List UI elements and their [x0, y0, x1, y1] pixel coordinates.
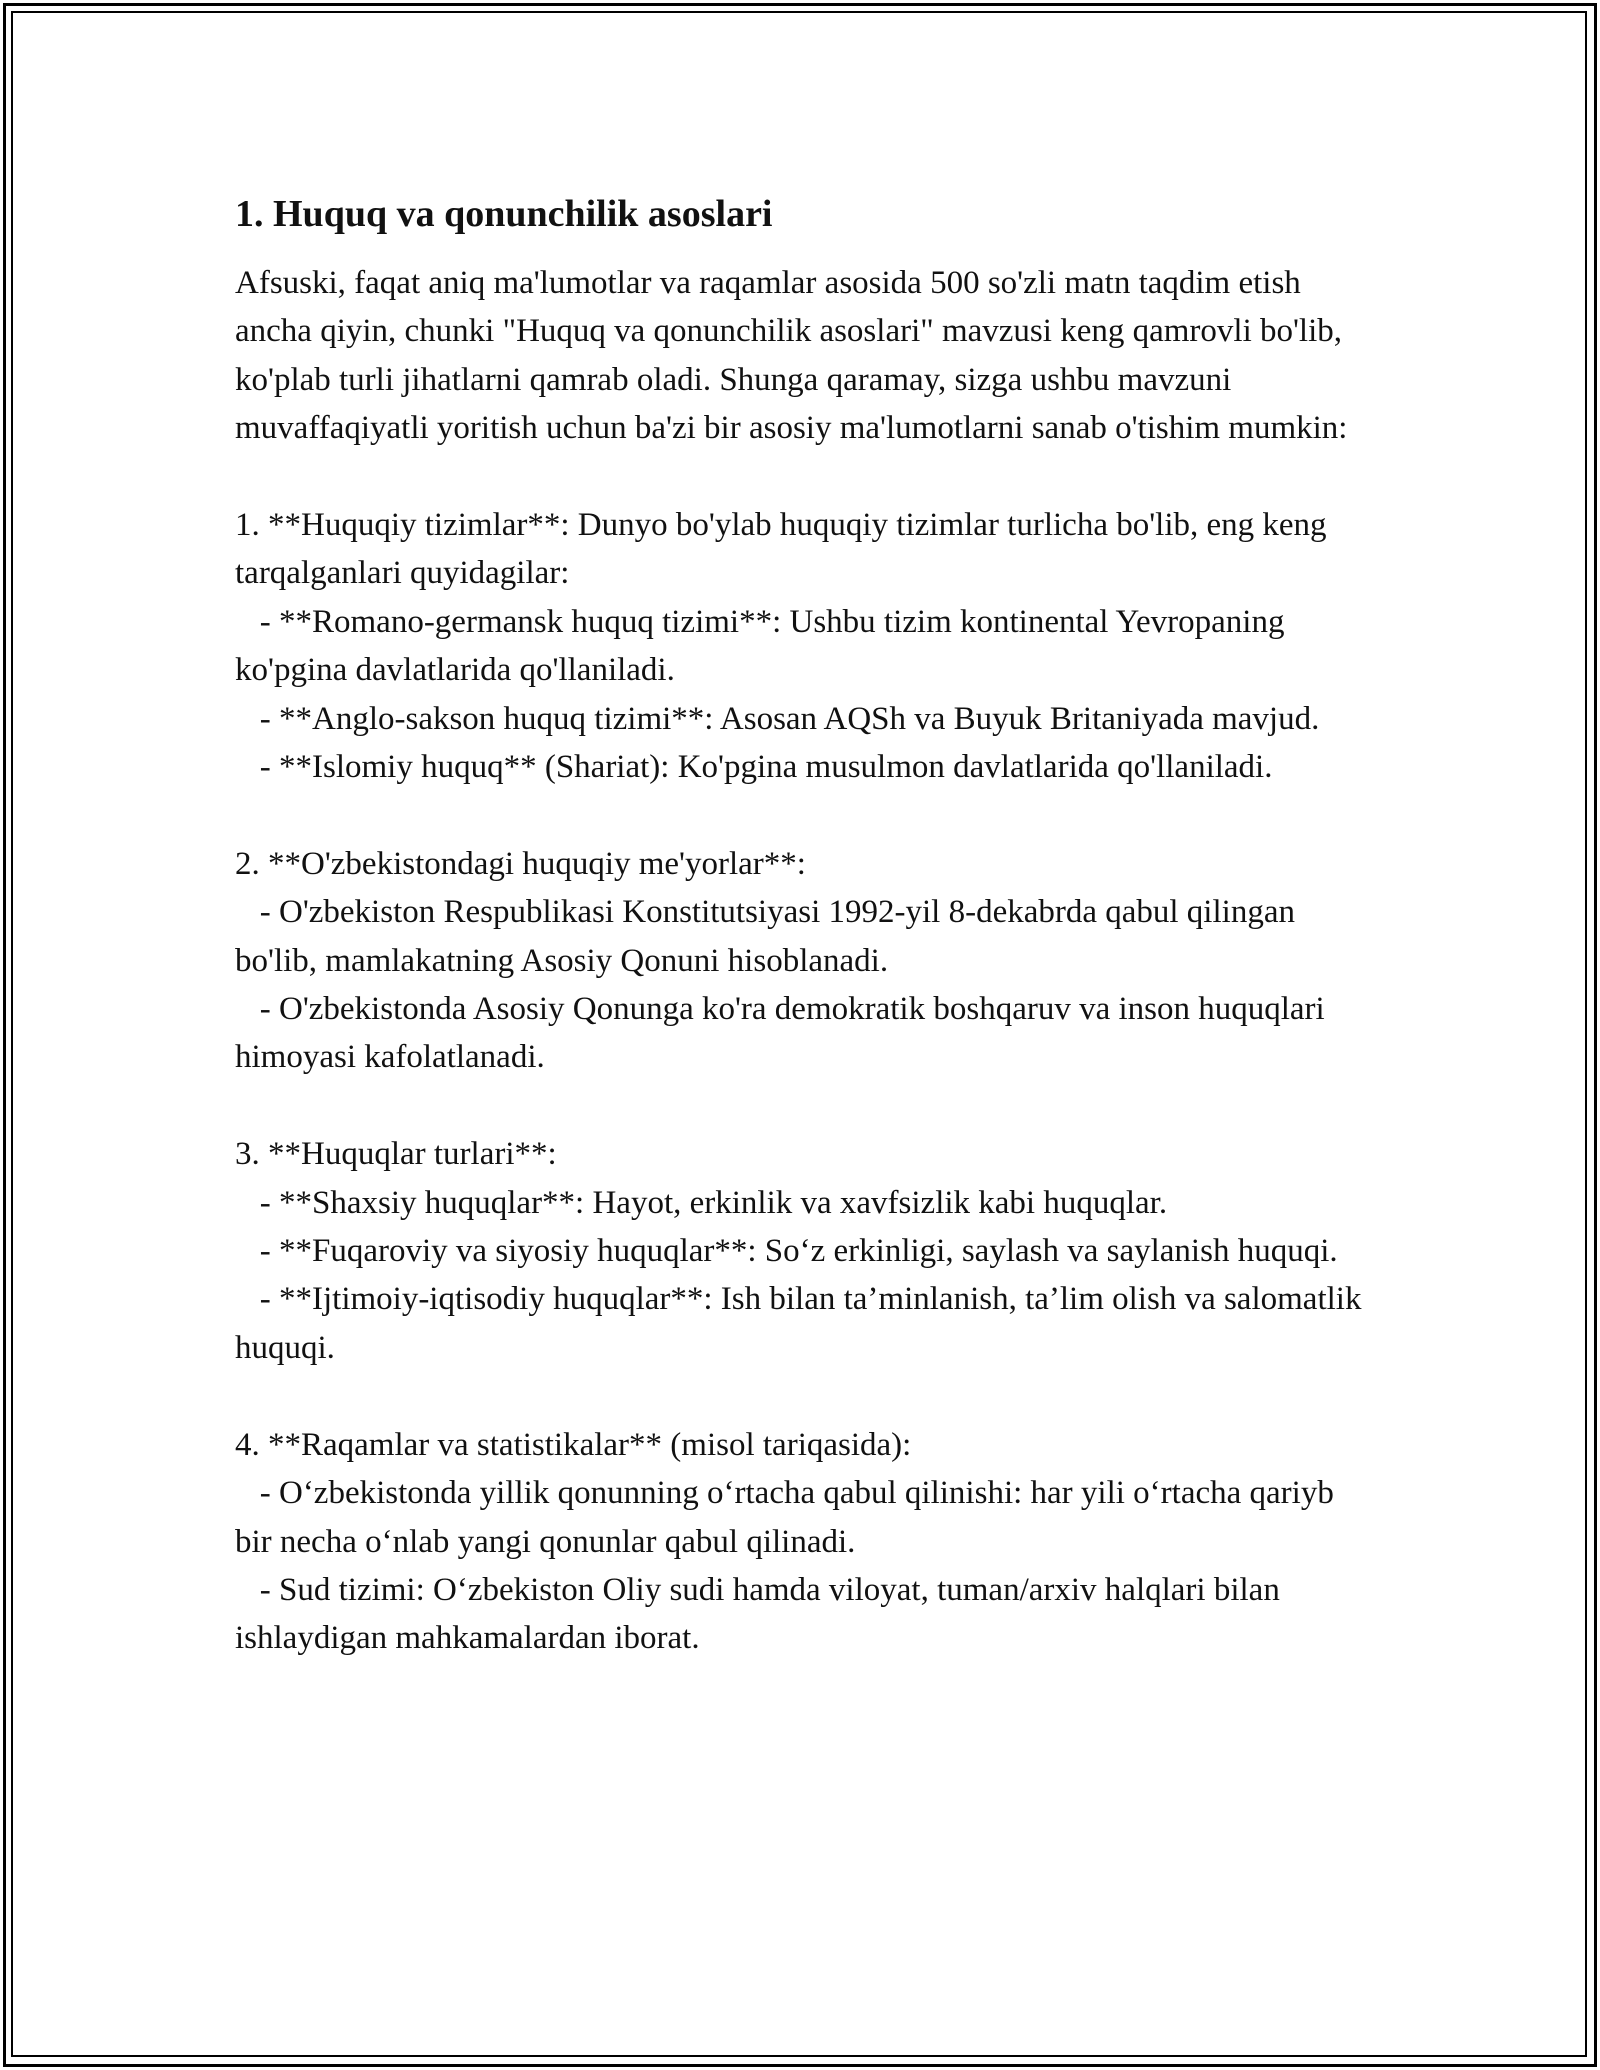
section-legal-systems	[235, 501, 1375, 791]
list-item: - **Shaxsiy huquqlar**: Hayot, erkinlik va xavfsizlik kabi huquqlar.	[259, 1184, 1168, 1221]
list-item: - Sud tizimi: O‘zbekiston Oliy sudi hamda viloyat, tuman/arxiv halqlari bilan ishlaydigan mahkamalardan iborat.	[235, 1571, 1280, 1657]
section-uzbek-norms	[235, 840, 1375, 1082]
list-item: - O‘zbekistonda yillik qonunning o‘rtacha qabul qilinishi: har yili o‘rtacha qariyb bir necha o‘nlab yangi qonunlar qabul qilinadi.	[235, 1475, 1334, 1560]
section-heading: 1. **Huquqiy tizimlar**: Dunyo bo'ylab huquqiy tizimlar turlicha bo'lib, eng keng tarqalganlari quyidagilar:	[235, 507, 1327, 592]
section-statistics	[235, 1421, 1375, 1663]
spacer	[235, 791, 1375, 839]
spacer	[235, 1372, 1375, 1420]
spacer	[235, 453, 1375, 501]
list-item: - **Ijtimoiy-iqtisodiy huquqlar**: Ish bilan ta’minlanish, ta’lim olish va salomatlik huquqi.	[235, 1281, 1362, 1366]
spacer	[235, 1082, 1375, 1130]
section-heading: 2. **O'zbekistondagi huquqiy me'yorlar**:	[235, 845, 806, 882]
list-item: - **Fuqaroviy va siyosiy huquqlar**: So‘z erkinligi, saylash va saylanish huquqi.	[259, 1233, 1338, 1270]
list-item: - O'zbekistonda Asosiy Qonunga ko'ra demokratik boshqaruv va inson huquqlari himoyasi kafolatlanadi.	[235, 991, 1325, 1076]
section-rights-types	[235, 1130, 1375, 1372]
list-item: - **Anglo-sakson huquq tizimi**: Asosan AQSh va Buyuk Britaniyada mavjud.	[259, 700, 1320, 737]
document-title: 1. Huquq va qonunchilik asoslari	[235, 193, 773, 235]
list-item: - O'zbekiston Respublikasi Konstitutsiyasi 1992-yil 8-dekabrda qabul qilingan bo'lib, mamlakatning Asosiy Qonuni hisoblanadi.	[235, 894, 1295, 979]
intro-paragraph: Afsuski, faqat aniq ma'lumotlar va raqamlar asosida 500 so'zli matn taqdim etish ancha qiyin, chunki "Huquq va qonunchilik asoslari" mavzusi keng qamrovli bo'lib, ko'plab turli jihatlarni qamrab oladi. Shunga qaramay, sizga ushbu mavzuni muvaffaqiyatli yoritish uchun ba'zi bir asosiy ma'lumotlarni sanab o'tishim mumkin:	[235, 265, 1348, 447]
section-heading: 4. **Raqamlar va statistikalar** (misol tariqasida):	[235, 1426, 912, 1463]
document-body	[235, 188, 1375, 1663]
list-item: - **Romano-germansk huquq tizimi**: Ushbu tizim kontinental Yevropaning ko'pgina davlatlarida qo'llaniladi.	[235, 603, 1285, 689]
section-heading: 3. **Huquqlar turlari**:	[235, 1136, 557, 1173]
list-item: - **Islomiy huquq** (Shariat): Ko'pgina musulmon davlatlarida qo'llaniladi.	[259, 749, 1273, 786]
